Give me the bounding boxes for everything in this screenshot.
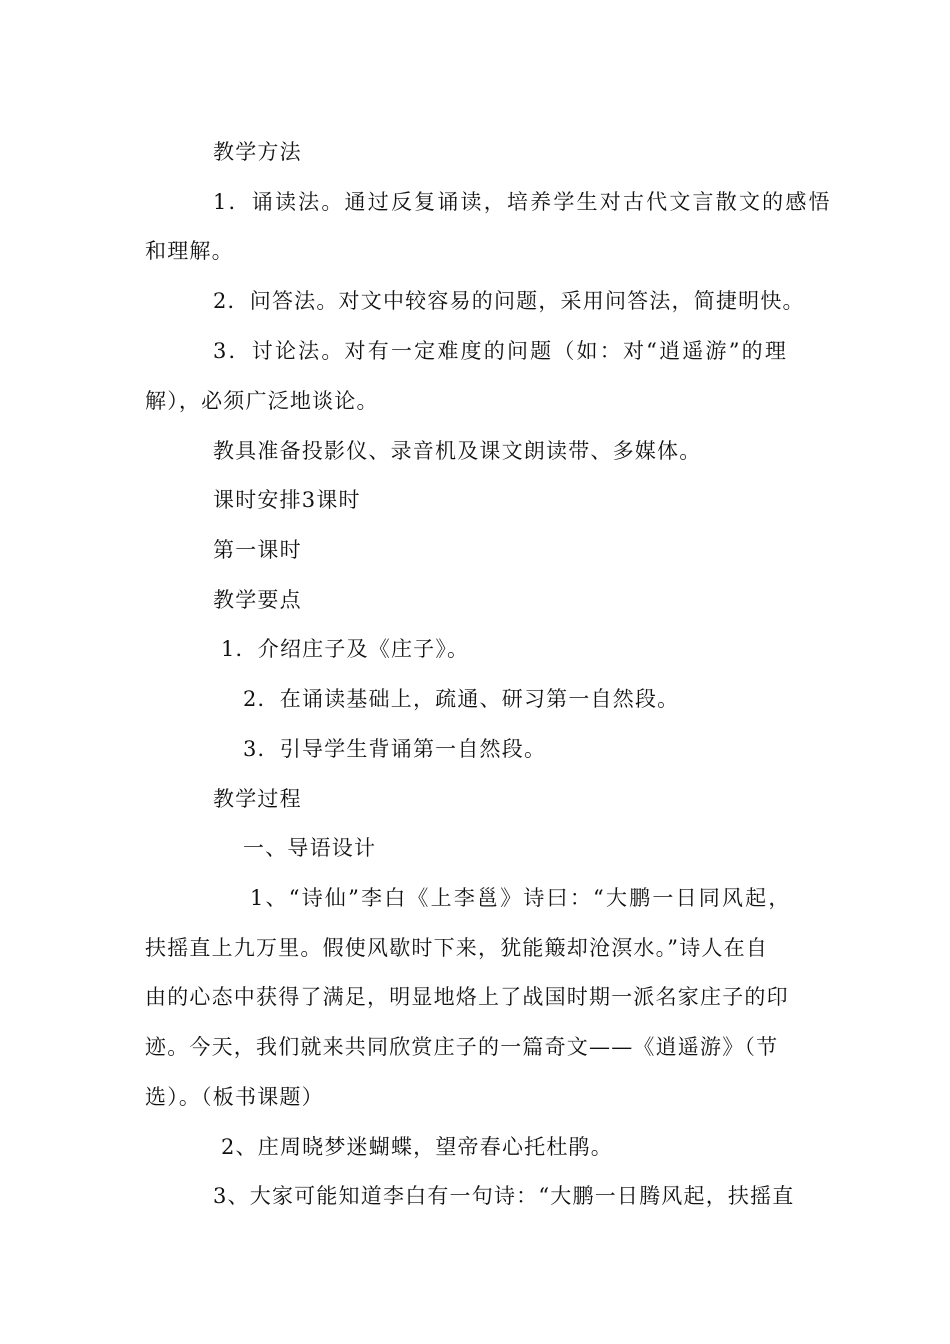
paragraph-line: 3．讨论法。对有一定难度的问题（如：对“逍遥游”的理 xyxy=(213,339,789,363)
paragraph-line: 由的心态中获得了满足，明显地烙上了战国时期一派名家庄子的印 xyxy=(145,985,789,1009)
paragraph-line: 迹。今天，我们就来共同欣赏庄子的一篇奇文——《逍遥游》（节 xyxy=(145,1035,779,1059)
list-item: 3．引导学生背诵第一自然段。 xyxy=(243,737,547,761)
heading-teaching-methods: 教学方法 xyxy=(213,140,302,164)
paragraph-line: 和理解。 xyxy=(145,239,234,263)
heading-teaching-points: 教学要点 xyxy=(213,588,302,612)
paragraph-line: 扶摇直上九万里。假使风歇时下来，犹能簸却沧溟水。”诗人在自 xyxy=(145,936,769,960)
paragraph-line: 1．诵读法。通过反复诵读，培养学生对古代文言散文的感悟 xyxy=(213,190,832,214)
subheading-intro-design: 一、导语设计 xyxy=(243,836,377,860)
heading-first-lesson: 第一课时 xyxy=(213,538,302,562)
paragraph-line: 2．问答法。对文中较容易的问题，采用问答法，简捷明快。 xyxy=(213,289,805,313)
list-item: 1．介绍庄子及《庄子》。 xyxy=(221,637,470,661)
list-item: 2．在诵读基础上，疏通、研习第一自然段。 xyxy=(243,687,680,711)
paragraph-line: 3、大家可能知道李白有一句诗：“大鹏一日腾风起，扶摇直 xyxy=(213,1184,795,1208)
heading-teaching-process: 教学过程 xyxy=(213,787,302,811)
paragraph-line: 2、庄周晓梦迷蝴蝶，望帝春心托杜鹃。 xyxy=(221,1135,613,1159)
paragraph-line: 教具准备投影仪、录音机及课文朗读带、多媒体。 xyxy=(213,439,702,463)
paragraph-line: 选）。（板书课题） xyxy=(145,1085,324,1109)
paragraph-line: 解），必须广泛地谈论。 xyxy=(145,389,379,413)
paragraph-line: 1、“诗仙”李白《上李邕》诗曰：“大鹏一日同风起， xyxy=(250,886,792,910)
paragraph-line: 课时安排3课时 xyxy=(213,488,361,512)
